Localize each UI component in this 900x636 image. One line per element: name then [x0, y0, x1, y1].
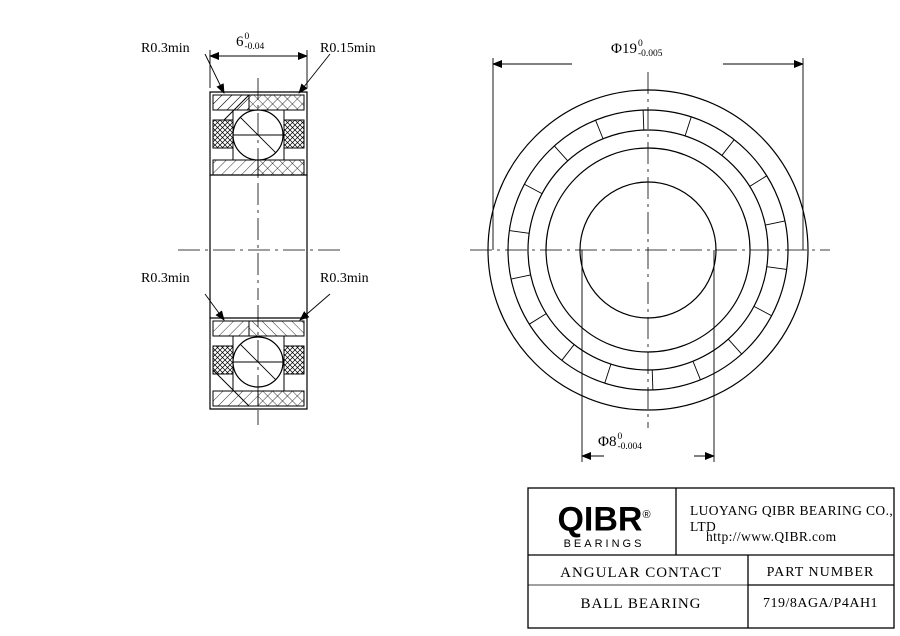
outer-diameter-text — [611, 40, 663, 60]
registered-trademark-icon: ® — [642, 509, 651, 521]
bore-tolerance — [617, 433, 642, 453]
width-tolerance — [245, 33, 265, 53]
width-dimension-text — [236, 33, 264, 53]
bore-nominal: 8 — [608, 434, 617, 451]
label-r03-bottom-left: R0.3min — [141, 271, 190, 286]
bore-diameter-text — [598, 433, 642, 453]
width-tol-upper: 0 — [244, 32, 250, 42]
label-r03-bottom-right: R0.3min — [320, 271, 369, 286]
bore-tol-upper: 0 — [617, 432, 623, 442]
od-tol-upper: 0 — [637, 39, 643, 49]
brand-name: QIBR — [557, 500, 643, 539]
brand-subtitle: BEARINGS — [563, 538, 645, 551]
brand-name-text — [534, 497, 674, 537]
brand-logo — [534, 497, 674, 550]
front-view-centerlines — [470, 72, 830, 428]
section-view-leaders — [205, 54, 330, 320]
width-nominal: 6 — [236, 34, 244, 51]
product-type-line-2: BALL BEARING — [580, 596, 702, 612]
bore-symbol: Φ — [598, 434, 609, 451]
section-view-geometry — [210, 92, 307, 409]
width-tol-lower: -0.04 — [244, 41, 265, 52]
od-nominal: 19 — [621, 41, 637, 58]
width-dimension-line — [210, 50, 307, 88]
od-tol-lower: -0.005 — [637, 48, 663, 59]
label-r015-top-right: R0.15min — [320, 41, 376, 56]
product-type-line-1: ANGULAR CONTACT — [560, 565, 722, 581]
company-name: LUOYANG QIBR BEARING CO., LTD — [690, 503, 894, 534]
part-number-value: 719/8AGA/P4AH1 — [762, 596, 879, 611]
bore-tol-lower: -0.004 — [617, 441, 643, 452]
part-number-label: PART NUMBER — [766, 565, 875, 580]
company-website: http://www.QIBR.com — [706, 529, 837, 544]
od-symbol: Φ — [611, 41, 622, 58]
section-view-centerlines — [178, 78, 340, 425]
label-r03-top-left: R0.3min — [141, 41, 190, 56]
od-tolerance — [638, 40, 663, 60]
